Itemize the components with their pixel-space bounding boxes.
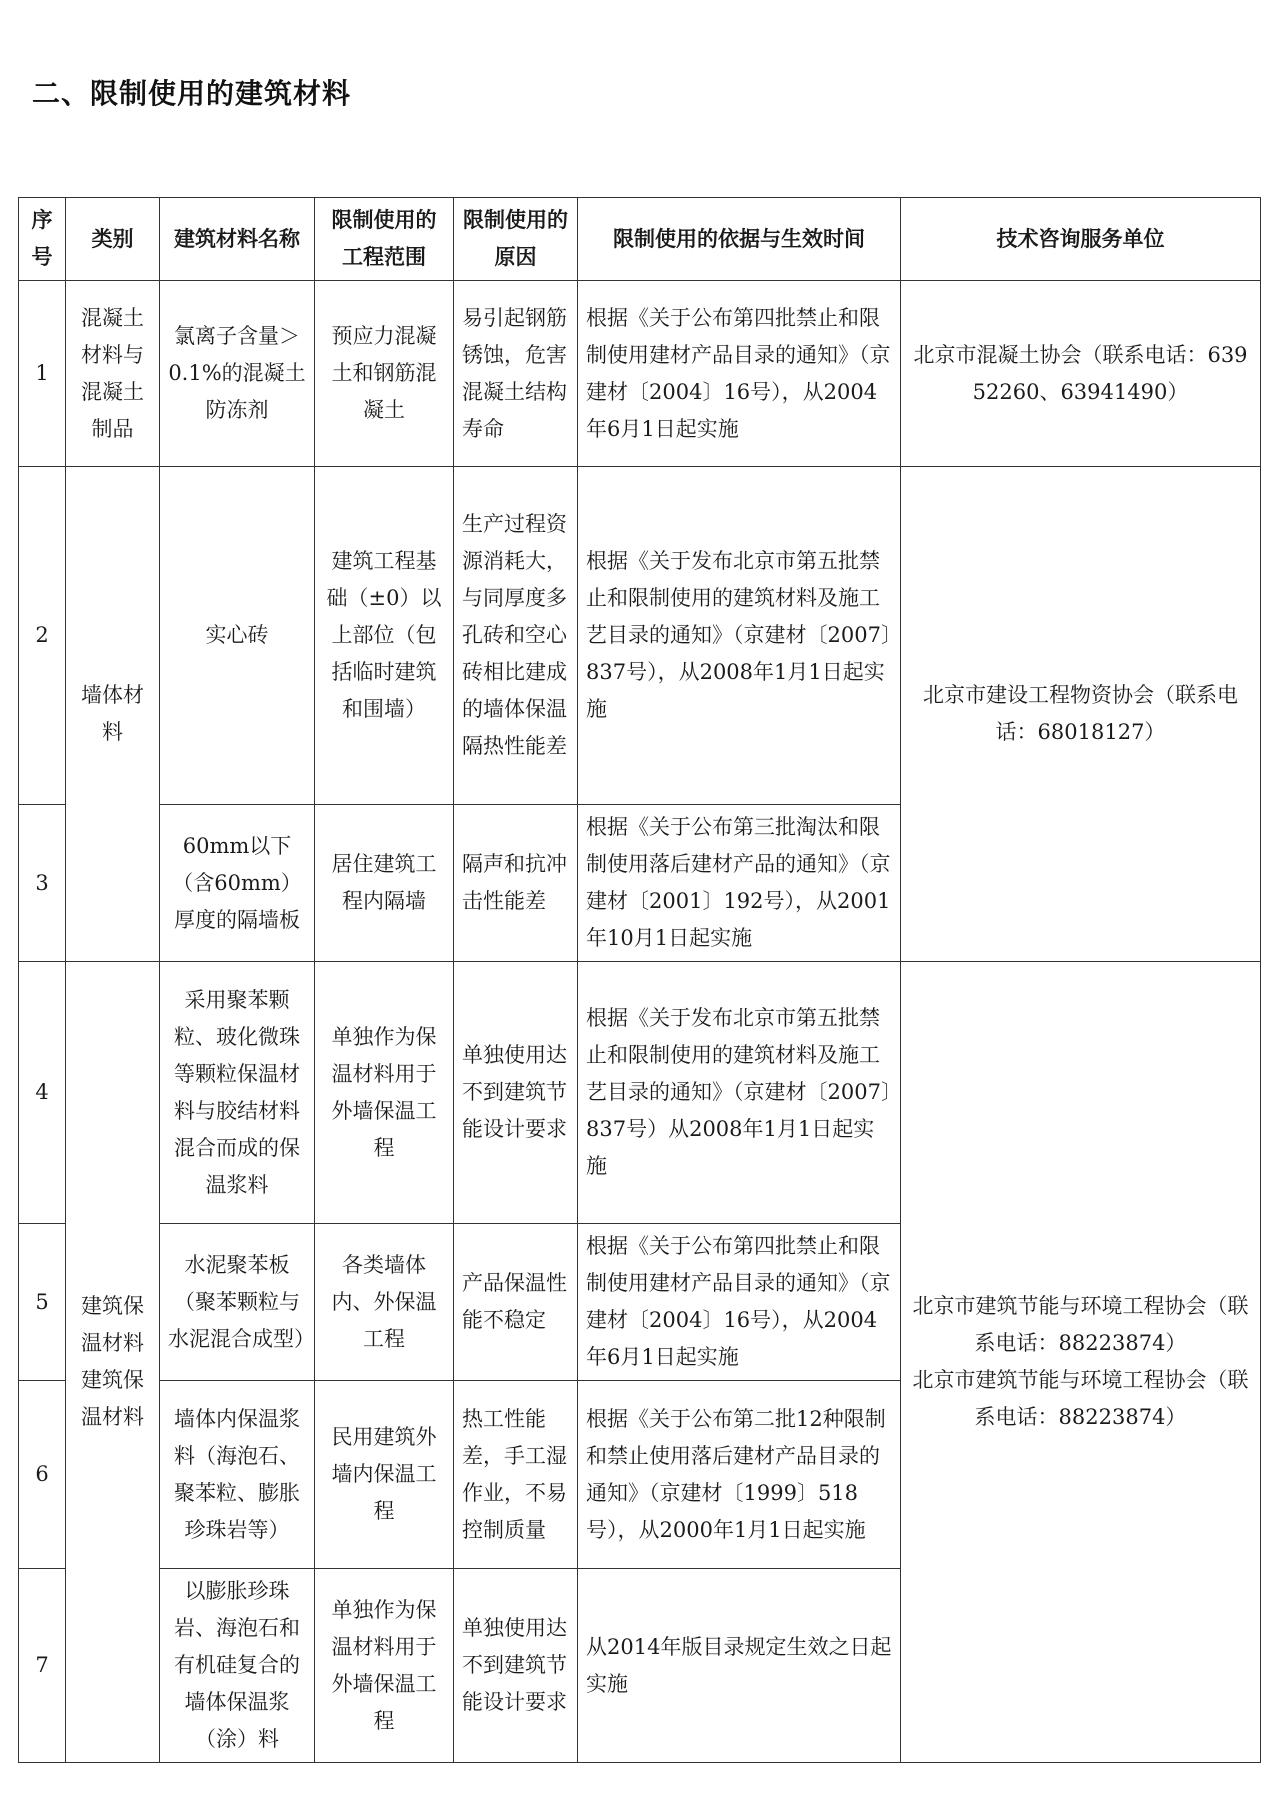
row-number: 4 xyxy=(19,962,66,1224)
section-title: 二、限制使用的建筑材料 xyxy=(32,77,352,110)
service-cell: 北京市建设工程物资协会（联系电话：68018127） xyxy=(901,467,1261,962)
scope-cell: 单独作为保温材料用于外墙保温工程 xyxy=(315,1569,454,1763)
scope-cell: 预应力混凝土和钢筋混凝土 xyxy=(315,281,454,467)
row-number: 3 xyxy=(19,805,66,962)
reason-cell: 易引起钢筋锈蚀，危害混凝土结构寿命 xyxy=(454,281,578,467)
restricted-materials-table xyxy=(18,197,1261,1763)
basis-cell: 根据《关于公布第二批12种限制和禁止使用落后建材产品目录的通知》（京建材〔1999〕518号），从2000年1月1日起实施 xyxy=(578,1381,901,1569)
header-material-name: 建筑材料名称 xyxy=(160,198,315,281)
row-number: 7 xyxy=(19,1569,66,1763)
basis-cell: 根据《关于公布第三批淘汰和限制使用落后建材产品的通知》（京建材〔2001〕192号），从2001年10月1日起实施 xyxy=(578,805,901,962)
reason-cell: 生产过程资源消耗大，与同厚度多孔砖和空心砖相比建成的墙体保温隔热性能差 xyxy=(454,467,578,805)
table-row xyxy=(19,962,1261,1224)
material-name-cell: 以膨胀珍珠岩、海泡石和有机硅复合的墙体保温浆（涂）料 xyxy=(160,1569,315,1763)
reason-cell: 单独使用达不到建筑节能设计要求 xyxy=(454,1569,578,1763)
basis-cell: 根据《关于发布北京市第五批禁止和限制使用的建筑材料及施工艺目录的通知》（京建材〔2007〕837号），从2008年1月1日起实施 xyxy=(578,467,901,805)
row-number: 1 xyxy=(19,281,66,467)
reason-cell: 热工性能差，手工湿作业，不易控制质量 xyxy=(454,1381,578,1569)
basis-cell: 从2014年版目录规定生效之日起实施 xyxy=(578,1569,901,1763)
row-number: 2 xyxy=(19,467,66,805)
service-line-1: 北京市建筑节能与环境工程协会（联系电话：88223874） xyxy=(912,1294,1249,1355)
basis-cell: 根据《关于发布北京市第五批禁止和限制使用的建筑材料及施工艺目录的通知》（京建材〔2007〕837号）从2008年1月1日起实施 xyxy=(578,962,901,1224)
material-name-cell: 实心砖 xyxy=(160,467,315,805)
reason-cell: 产品保温性能不稳定 xyxy=(454,1224,578,1381)
header-basis: 限制使用的依据与生效时间 xyxy=(578,198,901,281)
basis-cell: 根据《关于公布第四批禁止和限制使用建材产品目录的通知》（京建材〔2004〕16号），从2004年6月1日起实施 xyxy=(578,281,901,467)
header-scope: 限制使用的工程范围 xyxy=(315,198,454,281)
material-name-cell: 60mm以下（含60mm）厚度的隔墙板 xyxy=(160,805,315,962)
service-cell xyxy=(901,962,1261,1763)
faint-scan-mark xyxy=(1010,1746,1260,1756)
category-cell: 墙体材料 xyxy=(66,467,160,962)
scope-cell: 各类墙体内、外保温工程 xyxy=(315,1224,454,1381)
table-row xyxy=(19,467,1261,805)
service-cell: 北京市混凝土协会（联系电话：63952260、63941490） xyxy=(901,281,1261,467)
table-row xyxy=(19,281,1261,467)
header-service: 技术咨询服务单位 xyxy=(901,198,1261,281)
header-row xyxy=(19,198,1261,281)
material-name-cell: 墙体内保温浆料（海泡石、聚苯粒、膨胀珍珠岩等） xyxy=(160,1381,315,1569)
reason-cell: 单独使用达不到建筑节能设计要求 xyxy=(454,962,578,1224)
header-no: 序号 xyxy=(19,198,66,281)
reason-cell: 隔声和抗冲击性能差 xyxy=(454,805,578,962)
material-name-cell: 采用聚苯颗粒、玻化微珠等颗粒保温材料与胶结材料混合而成的保温浆料 xyxy=(160,962,315,1224)
scope-cell: 民用建筑外墙内保温工程 xyxy=(315,1381,454,1569)
header-reason: 限制使用的原因 xyxy=(454,198,578,281)
scope-cell: 建筑工程基础（±0）以上部位（包括临时建筑和围墙） xyxy=(315,467,454,805)
category-cell: 混凝土材料与混凝土制品 xyxy=(66,281,160,467)
scope-cell: 居住建筑工程内隔墙 xyxy=(315,805,454,962)
header-category: 类别 xyxy=(66,198,160,281)
row-number: 5 xyxy=(19,1224,66,1381)
row-number: 6 xyxy=(19,1381,66,1569)
service-line-2: 北京市建筑节能与环境工程协会（联系电话：88223874） xyxy=(912,1368,1249,1429)
basis-cell: 根据《关于公布第四批禁止和限制使用建材产品目录的通知》（京建材〔2004〕16号），从2004年6月1日起实施 xyxy=(578,1224,901,1381)
scope-cell: 单独作为保温材料用于外墙保温工程 xyxy=(315,962,454,1224)
material-name-cell: 氯离子含量＞0.1%的混凝土防冻剂 xyxy=(160,281,315,467)
material-name-cell: 水泥聚苯板（聚苯颗粒与水泥混合成型） xyxy=(160,1224,315,1381)
category-cell: 建筑保温材料建筑保温材料 xyxy=(66,962,160,1763)
